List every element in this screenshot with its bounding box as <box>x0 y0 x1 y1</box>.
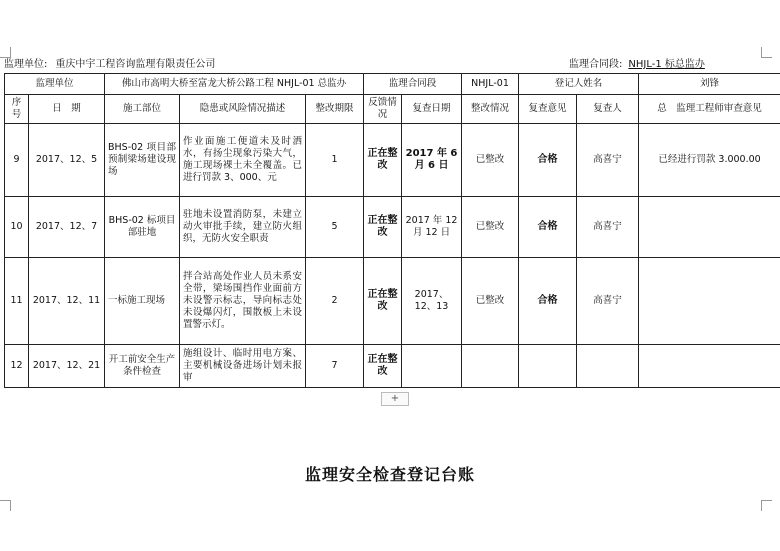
header-contract-label: 监理合同段: <box>569 59 623 70</box>
table-row <box>5 345 780 388</box>
table-row <box>5 124 780 197</box>
cell-rectification[interactable]: 已整改 <box>462 258 519 345</box>
cell-description[interactable]: 施组设计、临时用电方案、主要机械设备进场计划未报审 <box>180 345 306 388</box>
column-header-row <box>5 95 780 124</box>
cell-description[interactable]: 拌合站高处作业人员未系安全带，梁场围挡作业面前方未设警示标志，导向标志处未设爆闪灯，围散板上未设置警示灯。 <box>180 258 306 345</box>
cell-deadline[interactable]: 5 <box>306 197 364 258</box>
col-header-no: 序号 <box>5 95 29 124</box>
document-title: 监理安全检查登记台账 <box>304 465 475 484</box>
header-unit <box>4 57 215 73</box>
cell-chief-opinion[interactable] <box>639 258 780 345</box>
cell-rectification[interactable]: 已整改 <box>462 124 519 197</box>
cell-chief-opinion[interactable] <box>639 197 780 258</box>
cell-opinion[interactable]: 合格 <box>519 258 577 345</box>
cell-rectification[interactable]: 已整改 <box>462 197 519 258</box>
cell-deadline[interactable]: 1 <box>306 124 364 197</box>
col-header-deadline: 整改期限 <box>306 95 364 124</box>
col-header-opinion: 复查意见 <box>519 95 577 124</box>
cell-deadline[interactable]: 7 <box>306 345 364 388</box>
header-unit-label: 监理单位: <box>4 59 48 70</box>
info-row <box>5 74 780 95</box>
cell-rectification[interactable] <box>462 345 519 388</box>
cell-review-date[interactable]: 2017 年 12 月 12 日 <box>402 197 462 258</box>
cell-feedback[interactable]: 正在整改 <box>364 197 402 258</box>
cell-feedback[interactable]: 正在整改 <box>364 124 402 197</box>
header-contract <box>569 57 705 73</box>
col-header-chief-opinion: 总 监理工程师审查意见 <box>639 95 780 124</box>
info-contract-value[interactable]: NHJL-01 <box>462 74 519 95</box>
info-unit-value[interactable]: 佛山市高明大桥至富龙大桥公路工程 NHJL-01 总监办 <box>105 74 364 95</box>
cell-reviewer[interactable] <box>577 345 639 388</box>
cell-location[interactable]: BHS-02 标项目部驻地 <box>105 197 180 258</box>
cell-feedback[interactable]: 正在整改 <box>364 258 402 345</box>
col-header-date: 日 期 <box>29 95 105 124</box>
crop-mark-bottom-left <box>0 500 11 511</box>
cell-review-date[interactable]: 2017 年 6 月 6 日 <box>402 124 462 197</box>
cell-reviewer[interactable]: 高喜宁 <box>577 197 639 258</box>
cell-date[interactable]: 2017、12、7 <box>29 197 105 258</box>
cell-description[interactable]: 作业面施工便道未及时洒水，有扬尘现象污染大气，施工现场裸土未全覆盖。已进行罚款 3、000、元 <box>180 124 306 197</box>
cell-no[interactable]: 11 <box>5 258 29 345</box>
page-header <box>4 57 776 73</box>
cell-opinion[interactable]: 合格 <box>519 124 577 197</box>
cell-review-date[interactable]: 2017、12、13 <box>402 258 462 345</box>
crop-mark-bottom-right <box>761 500 772 511</box>
col-header-review-date: 复查日期 <box>402 95 462 124</box>
col-header-reviewer: 复查人 <box>577 95 639 124</box>
table-row <box>5 197 780 258</box>
col-header-feedback: 反馈情况 <box>364 95 402 124</box>
header-contract-value: NHJL-1 标总监办 <box>628 59 705 70</box>
table-row <box>5 258 780 345</box>
info-registrar-label: 登记人姓名 <box>519 74 639 95</box>
cell-feedback[interactable]: 正在整改 <box>364 345 402 388</box>
ledger-table <box>4 73 780 388</box>
cell-reviewer[interactable]: 高喜宁 <box>577 258 639 345</box>
cell-reviewer[interactable]: 高喜宁 <box>577 124 639 197</box>
cell-location[interactable]: 开工前安全生产条件检查 <box>105 345 180 388</box>
cell-location[interactable]: 一标施工现场 <box>105 258 180 345</box>
cell-chief-opinion[interactable] <box>639 345 780 388</box>
cell-opinion[interactable]: 合格 <box>519 197 577 258</box>
cell-no[interactable]: 12 <box>5 345 29 388</box>
col-header-description: 隐患或风险情况描述 <box>180 95 306 124</box>
info-contract-label: 监理合同段 <box>364 74 462 95</box>
info-registrar-value[interactable]: 刘锋 <box>639 74 780 95</box>
cell-chief-opinion[interactable]: 已经进行罚款 3.000.00 <box>639 124 780 197</box>
col-header-rectification: 整改情况 <box>462 95 519 124</box>
cell-date[interactable]: 2017、12、5 <box>29 124 105 197</box>
cell-date[interactable]: 2017、12、21 <box>29 345 105 388</box>
cell-no[interactable]: 10 <box>5 197 29 258</box>
cell-opinion[interactable] <box>519 345 577 388</box>
info-unit-label: 监理单位 <box>5 74 105 95</box>
cell-review-date[interactable] <box>402 345 462 388</box>
cell-date[interactable]: 2017、12、11 <box>29 258 105 345</box>
cell-deadline[interactable]: 2 <box>306 258 364 345</box>
col-header-location: 施工部位 <box>105 95 180 124</box>
cell-no[interactable]: 9 <box>5 124 29 197</box>
header-unit-value: 重庆中宇工程咨询监理有限责任公司 <box>55 59 216 70</box>
cell-description[interactable]: 驻地未设置消防泵，未建立动火审批手续，建立防火组织，无防火安全职责 <box>180 197 306 258</box>
add-row-button[interactable]: + <box>381 392 409 406</box>
cell-location[interactable]: BHS-02 项目部预制梁场建设现场 <box>105 124 180 197</box>
